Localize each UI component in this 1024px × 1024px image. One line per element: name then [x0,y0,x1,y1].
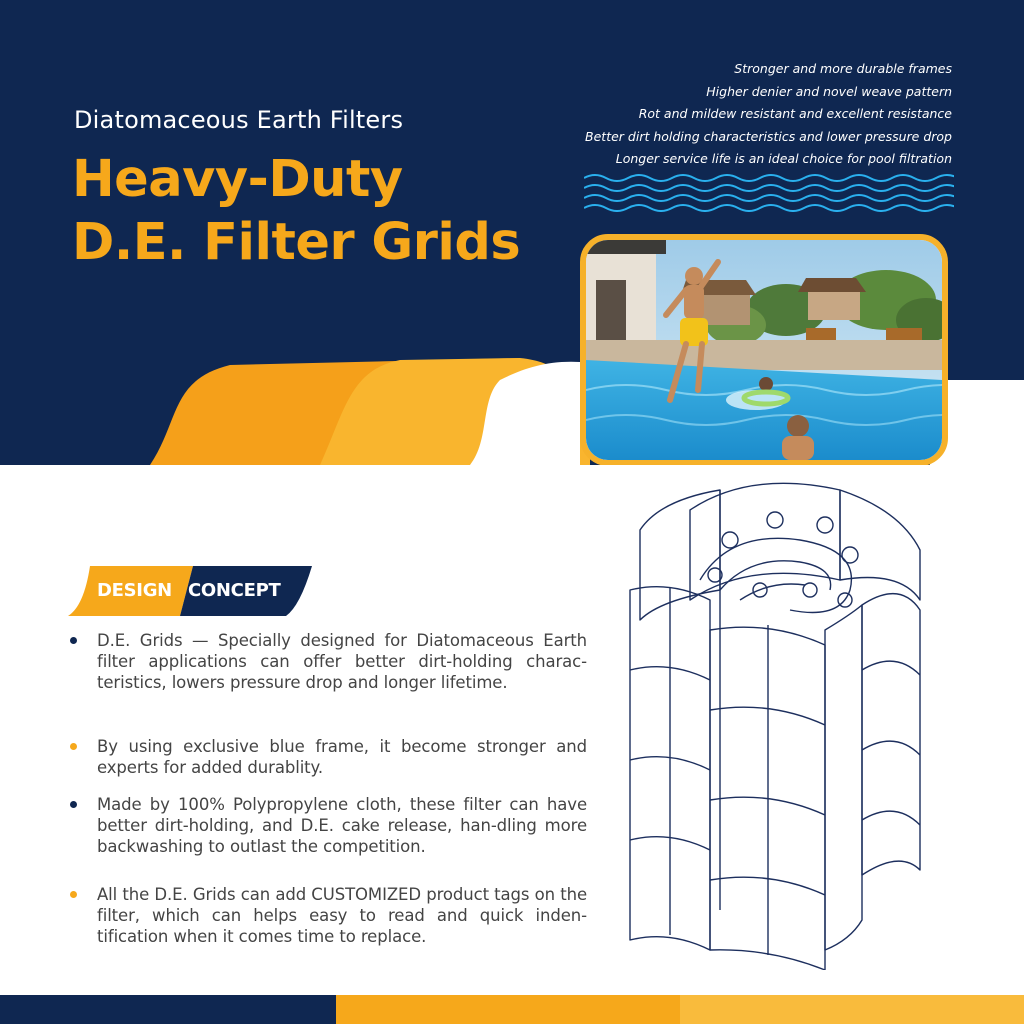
bullet-dot-icon [70,637,77,644]
feature-item: Better dirt holding characteristics and lower pressure drop [585,128,952,144]
bullet-text: By using exclusive blue frame, it become stronger and experts for added durablity. [97,737,587,777]
title-line-2: D.E. Filter Grids [72,213,521,272]
footer-segment-navy [0,995,336,1024]
badge-word-concept: CONCEPT [188,580,281,601]
footer-segment-orange [336,995,680,1024]
hero-banner [0,0,1024,465]
feature-list [585,58,952,171]
feature-item: Rot and mildew resistant and excellent resistance [638,106,952,121]
bullet-dot-icon [70,891,77,898]
bullet-dot-icon [70,801,77,808]
feature-item: Longer service life is an ideal choice for pool filtration [615,151,952,166]
bullet-text: All the D.E. Grids can add CUSTOMIZED product tags on the filter, which can helps easy to read and quick inden-tification when it comes time to replace. [97,885,587,946]
footer-bar [0,995,1024,1024]
bullet-text: D.E. Grids — Specially designed for Diatomaceous Earth filter applications can offer better dirt-holding charac-teristics, lowers pressure drop and longer lifetime. [97,631,587,692]
filter-grid-icon [600,470,940,970]
feature-item: Stronger and more durable frames [734,61,952,76]
bullet-dot-icon [70,743,77,750]
water-wave-icon [584,172,954,212]
feature-item: Higher denier and novel weave pattern [706,83,952,99]
pool-photo-icon [586,240,942,460]
footer-segment-light-orange [680,995,1024,1024]
page-subtitle: Diatomaceous Earth Filters [74,106,404,134]
pool-photo [580,234,948,465]
badge-word-design: DESIGN [97,580,172,601]
title-line-1: Heavy-Duty [72,150,403,209]
bullet-text: Made by 100% Polypropylene cloth, these filter can have better dirt-holding, and D.E. cake release, han-dling more backwashing to outlast the competition. [97,795,587,856]
page-title [72,148,520,274]
